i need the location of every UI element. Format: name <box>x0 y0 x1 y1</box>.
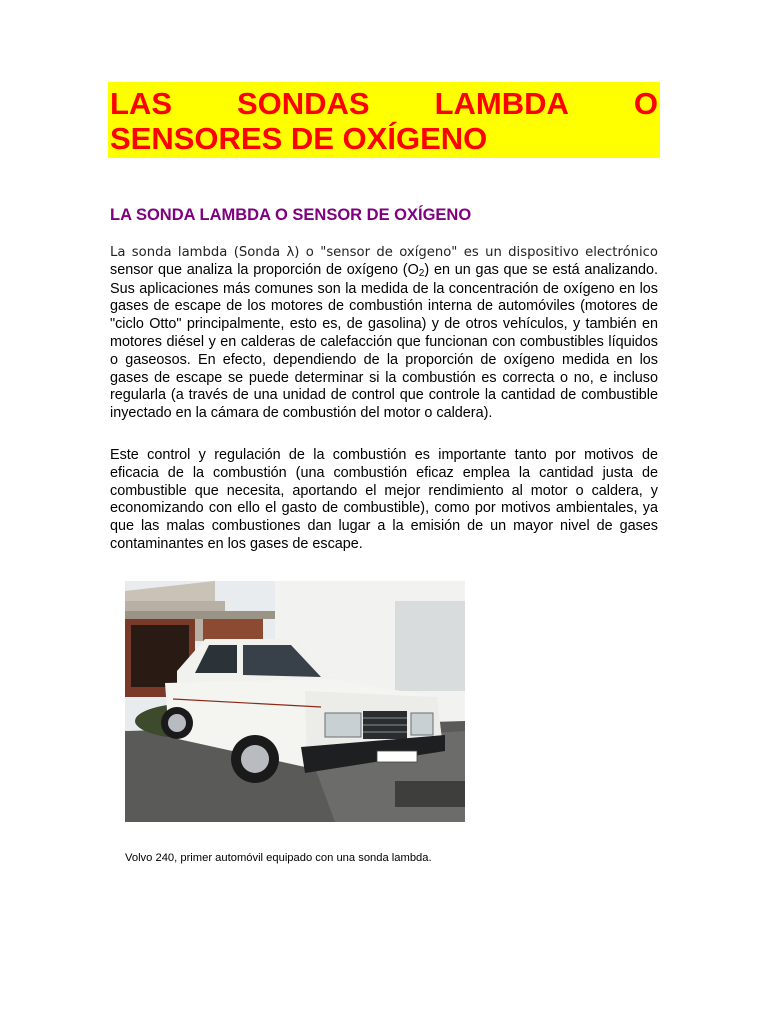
title-word: SONDAS <box>236 86 370 121</box>
section-heading: LA SONDA LAMBDA O SENSOR DE OXÍGENO <box>110 206 472 224</box>
paragraph-1-lead: La sonda lambda (Sonda λ) o "sensor de oxígeno" es un dispositivo electrónico <box>110 245 658 260</box>
title-word: LAMBDA <box>434 86 569 121</box>
paragraph-2: Este control y regulación de la combustión es importante tanto por motivos de eficacia de la combustión (una combustión eficaz emplea la cantidad justa de combustible que necesita, aportando el mejor rendimiento al motor o caldera, y economizando con ello el gasto de combustible), como por motivos ambientales, ya que las malas combustiones dan lugar a la emisión de un mayor nivel de gases contaminantes en los gases de escape. <box>110 447 658 552</box>
paragraph-1 <box>110 244 658 423</box>
title-line-2: SENSORES DE OXÍGENO <box>110 121 488 156</box>
oxygen-subscript: 2 <box>418 267 425 279</box>
photo-caption: Volvo 240, primer automóvil equipado con una sonda lambda. <box>125 852 432 864</box>
paragraph-1-text-a: sensor que analiza la proporción de oxígeno (O <box>110 261 419 278</box>
title-word: LAS <box>110 86 172 121</box>
title-banner <box>108 82 660 158</box>
title-word: O <box>633 86 658 121</box>
white-sedan-photo <box>125 581 465 822</box>
volvo-photo <box>125 581 465 822</box>
paragraph-1-text-b: ) en un gas que se está analizando. Sus aplicaciones más comunes son la medida de la concentración de oxígeno en los gases de escape de los motores de combustión interna de automóviles (motores de "ciclo Otto" principalmente, esto es, de gasolina) y de otros vehículos, y también en motores diésel y en calderas de calefacción que funcionan con combustibles líquidos o gaseosos. En efecto, dependiendo de la proporción de oxígeno medida en los gases de escape se puede determinar si la combustión es correcta o no, e incluso regularla (a través de una unidad de control que controle la cantidad de combustible inyectado en la cámara de combustión del motor o caldera). <box>110 261 658 422</box>
title-line-1 <box>110 86 658 121</box>
